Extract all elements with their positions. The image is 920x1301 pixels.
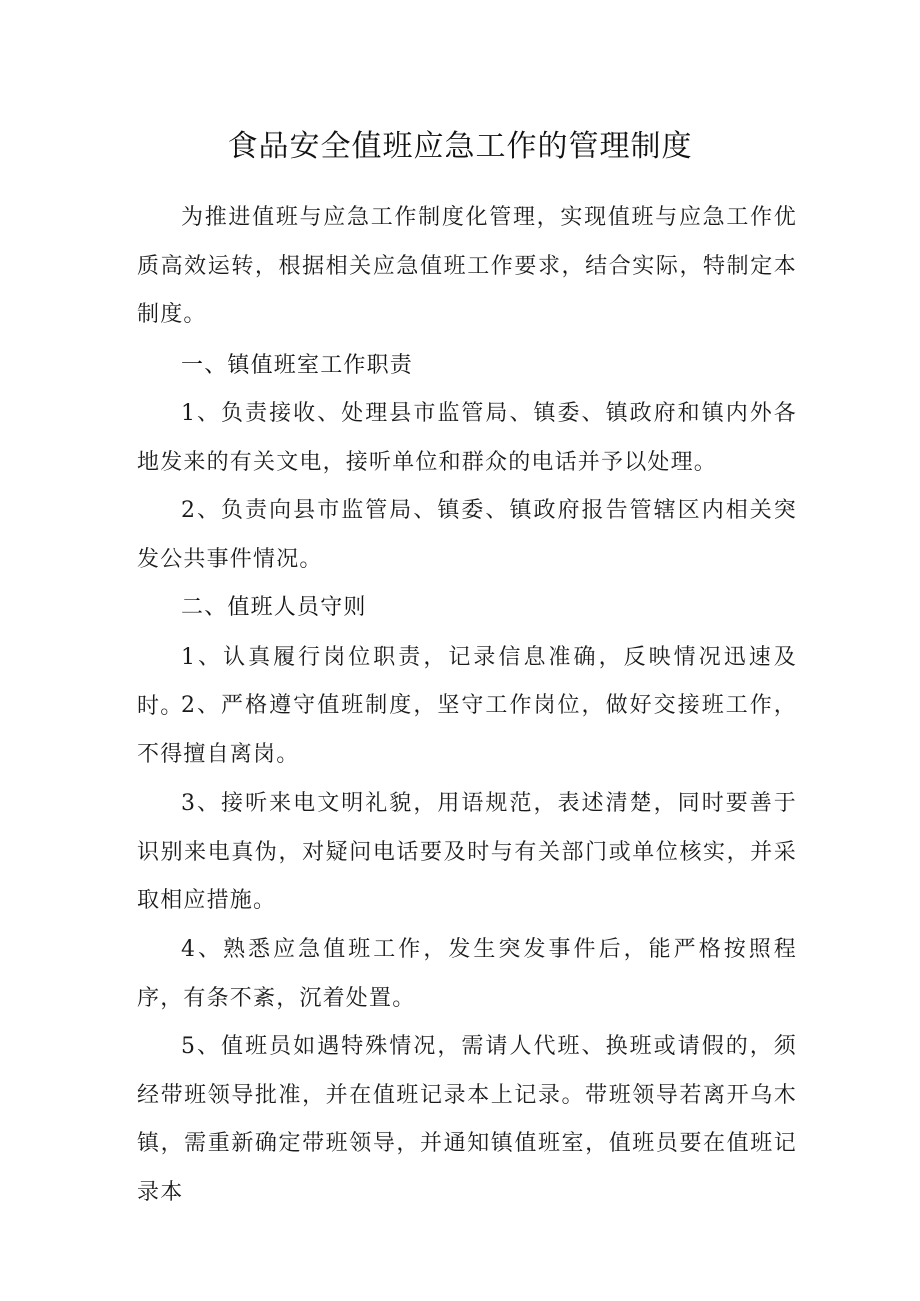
section-2-item-3: 3、接听来电文明礼貌，用语规范，表述清楚，同时要善于识别来电真伪，对疑问电话要及时与有关部门或单位核实，并采取相应措施。 [137,791,797,913]
section-2-item-4: 4、熟悉应急值班工作，发生突发事件后，能严格按照程序，有条不紊，沉着处置。 [137,937,797,1011]
section-2-item-2: 2、严格遵守值班制度，坚守工作岗位，做好交接班工作，不得擅自离岗。 [137,693,797,767]
section-2-item-1: 1、认真履行岗位职责，记录信息准确，反映情况迅速及时。 [137,645,797,719]
section-2-item-5: 5、值班员如遇特殊情况，需请人代班、换班或请假的，须经带班领导批准，并在值班记录本上记录。带班领导若离开乌木镇，需重新确定带班领导，并通知镇值班室，值班员要在值班记录本 [137,1034,797,1205]
section-1-heading: 一、镇值班室工作职责 [181,353,414,378]
section-1-item-2: 2、负责向县市监管局、镇委、镇政府报告管辖区内相关突发公共事件情况。 [137,498,797,572]
section-2-heading: 二、值班人员守则 [181,595,367,620]
intro-paragraph: 为推进值班与应急工作制度化管理，实现值班与应急工作优质高效运转，根据相关应急值班工作要求，结合实际，特制定本制度。 [137,205,797,327]
document-title: 食品安全值班应急工作的管理制度 [227,129,693,164]
section-1-item-1: 1、负责接收、处理县市监管局、镇委、镇政府和镇内外各地发来的有关文电，接听单位和群众的电话并予以处理。 [137,401,797,475]
